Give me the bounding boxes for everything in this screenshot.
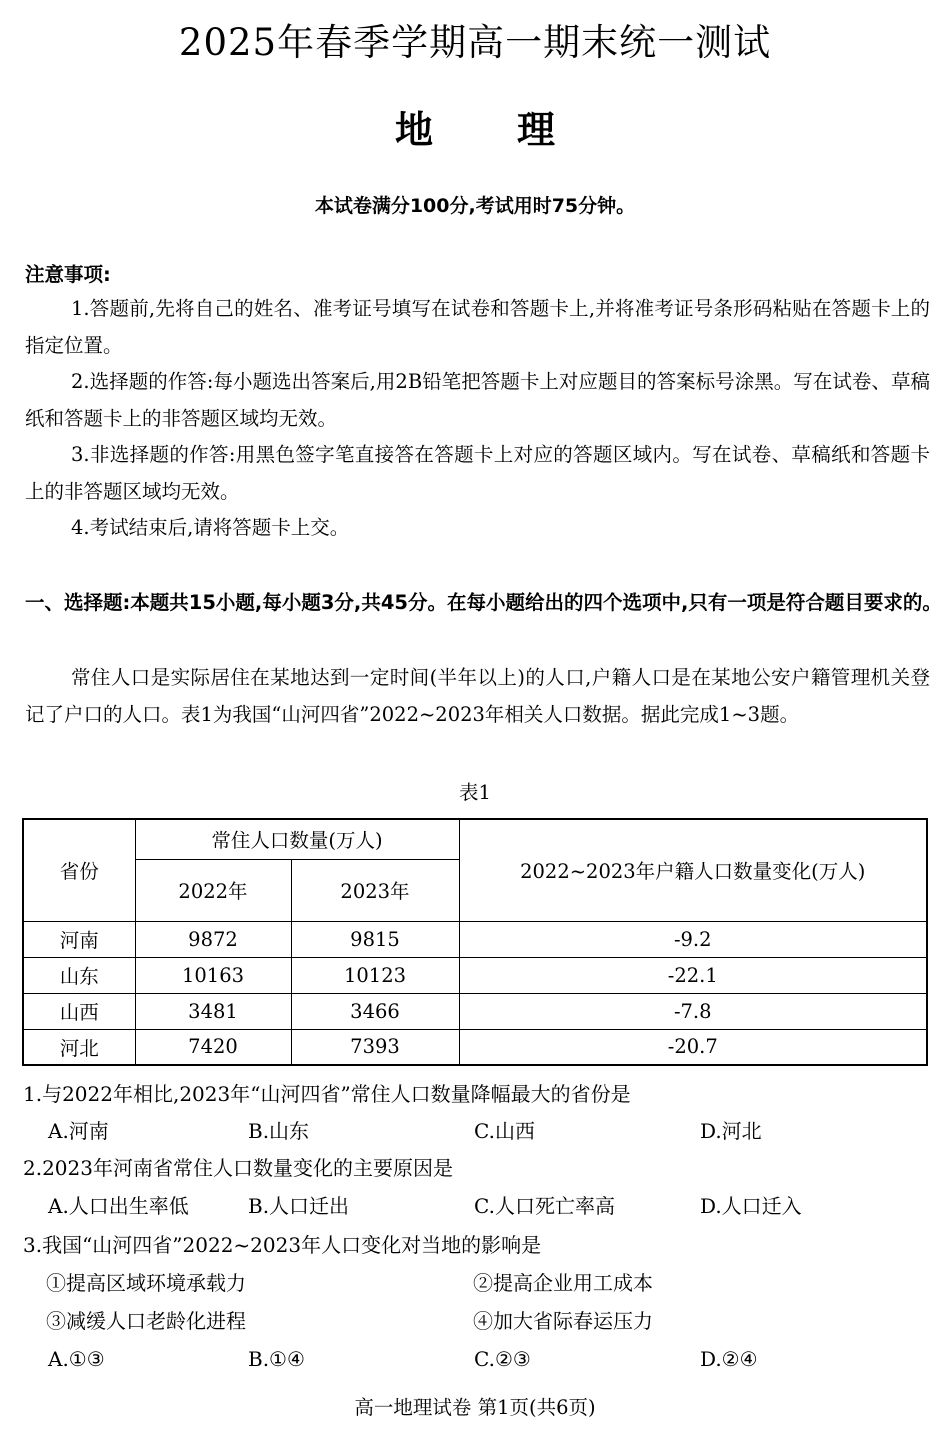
q3-statement-1: ①提高区域环境承载力 <box>46 1271 246 1295</box>
subject-char-right: 理 <box>517 108 556 152</box>
page-footer: 高一地理试卷 第1页(共6页) <box>354 1396 596 1419</box>
q3-statement-4: ④加大省际春运压力 <box>473 1309 653 1333</box>
notice-item-2: 2.选择题的作答:每小题选出答案后,用2B铅笔把答题卡上对应题目的答案标号涂黑。写在试卷、草稿纸和答题卡上的非答题区域均无效。 <box>25 370 930 430</box>
header-2022: 2022年 <box>135 859 291 921</box>
q3-option-b: B.①④ <box>248 1347 305 1371</box>
subject-title <box>0 104 950 156</box>
cell-2022: 3481 <box>135 993 291 1029</box>
table-caption: 表1 <box>459 781 491 804</box>
question-2-stem: 2.2023年河南省常住人口数量变化的主要原因是 <box>23 1156 453 1180</box>
exam-title: 2025年春季学期高一期末统一测试 <box>178 21 772 64</box>
q3-option-d: D.②④ <box>700 1347 758 1371</box>
q1-option-d: D.河北 <box>700 1119 762 1143</box>
cell-2023: 7393 <box>291 1029 459 1065</box>
question-1-stem: 1.与2022年相比,2023年“山河四省”常住人口数量降幅最大的省份是 <box>23 1082 631 1106</box>
notice-item-4: 4.考试结束后,请将答题卡上交。 <box>71 516 350 539</box>
cell-2023: 9815 <box>291 921 459 957</box>
cell-province: 山东 <box>23 957 135 993</box>
q2-option-c: C.人口死亡率高 <box>474 1194 615 1218</box>
q1-option-b: B.山东 <box>248 1119 310 1143</box>
cell-2023: 10123 <box>291 957 459 993</box>
question-3-stem: 3.我国“山河四省”2022~2023年人口变化对当地的影响是 <box>23 1233 542 1257</box>
table-row <box>23 993 927 1029</box>
header-province: 省份 <box>23 819 135 921</box>
table-row <box>23 921 927 957</box>
table-row <box>23 957 927 993</box>
q1-option-a: A.河南 <box>48 1119 109 1143</box>
cell-province: 山西 <box>23 993 135 1029</box>
q3-statement-2: ②提高企业用工成本 <box>473 1271 653 1295</box>
passage-intro: 常住人口是实际居住在某地达到一定时间(半年以上)的人口,户籍人口是在某地公安户籍管理机关登记了户口的人口。表1为我国“山河四省”2022~2023年相关人口数据。据此完成1~3题。 <box>25 666 930 726</box>
notice-item-1: 1.答题前,先将自己的姓名、准考证号填写在试卷和答题卡上,并将准考证号条形码粘贴在答题卡上的指定位置。 <box>25 297 930 357</box>
q3-option-c: C.②③ <box>474 1347 531 1371</box>
cell-change: -7.8 <box>459 993 927 1029</box>
cell-2023: 3466 <box>291 993 459 1029</box>
cell-change: -20.7 <box>459 1029 927 1065</box>
notice-item-3: 3.非选择题的作答:用黑色签字笔直接答在答题卡上对应的答题区域内。写在试卷、草稿纸和答题卡上的非答题区域均无效。 <box>25 443 930 503</box>
q2-option-b: B.人口迁出 <box>248 1194 350 1218</box>
header-2023: 2023年 <box>291 859 459 921</box>
q2-option-d: D.人口迁入 <box>700 1194 802 1218</box>
cell-province: 河北 <box>23 1029 135 1065</box>
table-row <box>23 1029 927 1065</box>
q2-option-a: A.人口出生率低 <box>48 1194 189 1218</box>
population-table <box>22 818 928 1066</box>
q3-statement-3: ③减缓人口老龄化进程 <box>46 1309 246 1333</box>
cell-2022: 7420 <box>135 1029 291 1065</box>
notice-heading: 注意事项: <box>25 263 111 286</box>
subject-char-left: 地 <box>394 108 433 152</box>
cell-change: -22.1 <box>459 957 927 993</box>
header-change: 2022~2023年户籍人口数量变化(万人) <box>459 819 927 921</box>
section-heading: 一、选择题:本题共15小题,每小题3分,共45分。在每小题给出的四个选项中,只有一项是符合题目要求的。 <box>25 591 942 614</box>
cell-province: 河南 <box>23 921 135 957</box>
exam-info: 本试卷满分100分,考试用时75分钟。 <box>314 195 636 217</box>
cell-2022: 9872 <box>135 921 291 957</box>
cell-2022: 10163 <box>135 957 291 993</box>
header-resident: 常住人口数量(万人) <box>135 819 459 859</box>
q3-option-a: A.①③ <box>48 1347 105 1371</box>
q1-option-c: C.山西 <box>474 1119 535 1143</box>
cell-change: -9.2 <box>459 921 927 957</box>
